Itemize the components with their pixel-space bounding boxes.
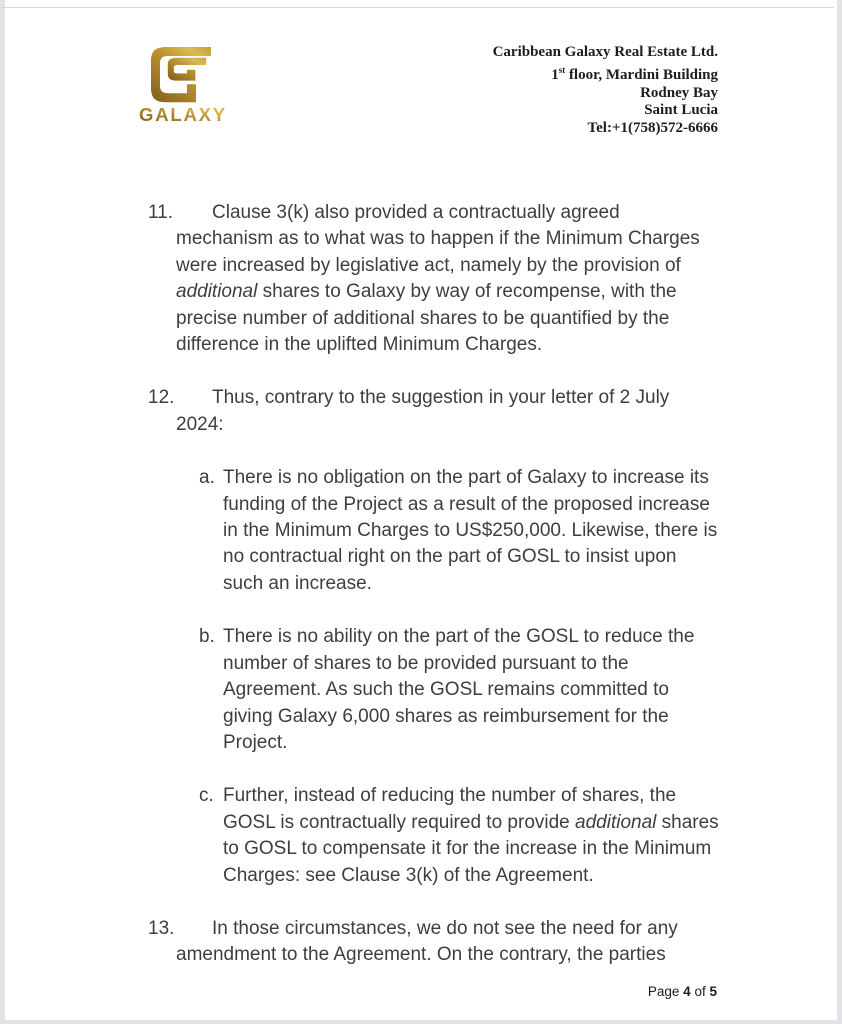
company-address-line1: 1st floor, Mardini Building [551,64,718,83]
paragraph-text: Further, instead of reducing the number of shares, the GOSL is contractually required to provide [223,785,677,833]
current-page-number: 4 [683,984,691,999]
paragraph-text: There is no ability on the part of the GOSL to reduce the number of shares to be provided pursuant to the Agreement. As such the GOSL remains committed to giving Galaxy 6,000 shares as reimbursement for the Project. [223,626,695,753]
list-marker: c. [199,785,214,807]
letter-body [0,200,842,996]
sub-item-a [199,465,721,597]
italic-word: additional [176,281,258,303]
total-page-count: 5 [709,984,717,999]
footer-label: Page [647,984,680,999]
company-address-line3: Saint Lucia [644,102,718,119]
page-edge-top [0,7,834,8]
sub-item-b [199,624,721,756]
list-marker: b. [199,626,215,648]
paragraph-number: 12. [148,387,175,409]
sub-item-c [199,783,721,889]
galaxy-monogram-icon [139,47,225,125]
paragraph-number: 11. [148,202,174,223]
paragraph-12 [148,385,716,438]
galaxy-logo [139,47,225,130]
italic-word: additional [575,811,657,833]
paragraph-11 [148,200,716,358]
paragraph-text: There is no obligation on the part of Galaxy to increase its funding of the Project as a result of the proposed increase in the Minimum Charges to US$250,000. Likewise, there is no contractual right on the part of GOSL to insist upon such an increase. [223,467,718,594]
paragraph-text: Clause 3(k) also provided a contractually agreed mechanism as to what was to happen if the Minimum Charges were increased by legislative act, namely by the provision of [176,202,700,276]
company-address-line2: Rodney Bay [640,84,718,101]
company-name: Caribbean Galaxy Real Estate Ltd. [492,44,718,60]
paragraph-number: 13. [148,917,175,939]
list-marker: a. [199,467,215,489]
galaxy-wordmark: GALAXY [139,104,225,125]
company-address-block [493,44,718,138]
paragraph-text: In those circumstances, we do not see the need for any amendment to the Agreement. On the contrary, the parties [176,917,678,966]
paragraph-text: shares to Galaxy by way of recompense, with the precise number of additional shares to be quantified by the difference in the uplifted Minimum Charges. [176,281,677,356]
paragraph-text: Thus, contrary to the suggestion in your letter of 2 July 2024: [176,387,670,435]
page-number-footer [648,984,717,999]
company-phone: Tel:+1(758)572-6666 [587,120,718,137]
paragraph-13 [148,916,716,969]
footer-label: of [694,984,706,999]
paragraph-text: shares to GOSL to compensate it for the increase in the Minimum Charges: see Clause 3(k) of the Agreement. [223,811,719,886]
ordinal-suffix: st [558,64,566,75]
